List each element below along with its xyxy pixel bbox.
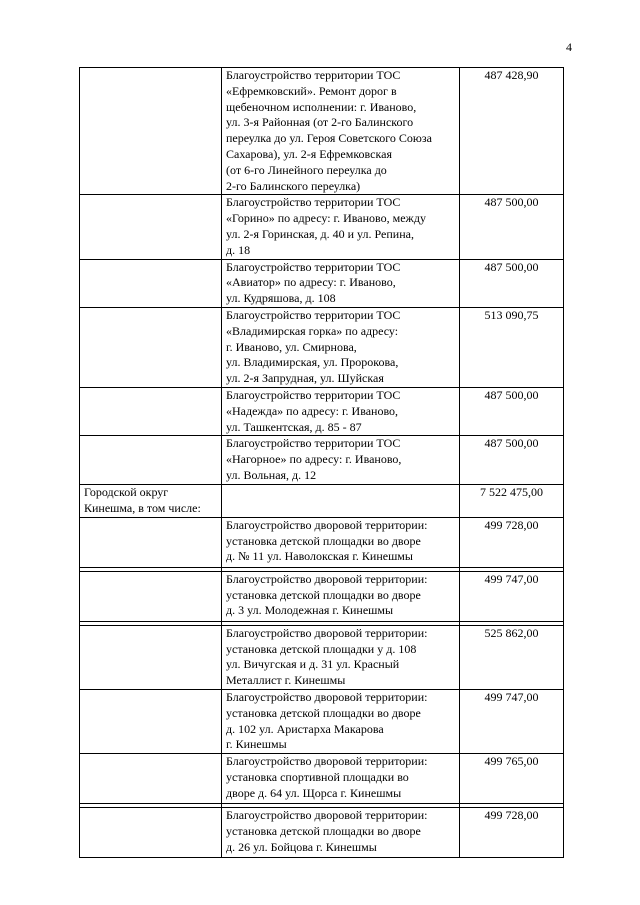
description-cell: Благоустройство территории ТОС «Владимирская горка» по адресу: г. Иваново, ул. Смирнова, ул. Владимирская, ул. Пророкова, ул. 2-я Запрудная, ул. Шуйская: [222, 307, 460, 387]
table-row: [80, 387, 564, 435]
description-cell: Благоустройство дворовой территории: установка детской площадки во дворе д. 102 ул. Аристарха Макарова г. Кинешмы: [222, 689, 460, 753]
region-cell: Городской округ Кинешма, в том числе:: [80, 484, 222, 517]
table-row: [80, 307, 564, 387]
description-cell: Благоустройство дворовой территории: установка спортивной площадки во дворе д. 64 ул. Щорса г. Кинешмы: [222, 754, 460, 804]
amount-cell: 499 728,00: [460, 517, 564, 567]
table-row: [80, 195, 564, 259]
description-cell: [222, 484, 460, 517]
description-cell: Благоустройство дворовой территории: установка детской площадки во дворе д. 26 ул. Бойцова г. Кинешмы: [222, 808, 460, 858]
description-cell: Благоустройство территории ТОС «Ефремковский». Ремонт дорог в щебеночном исполнении: г. Иваново, ул. 3-я Районная (от 2-го Балинского переулка до ул. Героя Советского Союза Сахарова), ул. 2-я Ефремковская (от 6-го Линейного переулка до 2-го Балинского переулка): [222, 68, 460, 195]
region-cell: [80, 625, 222, 689]
description-cell: Благоустройство территории ТОС «Нагорное» по адресу: г. Иваново, ул. Вольная, д. 12: [222, 436, 460, 484]
amount-cell: 487 500,00: [460, 436, 564, 484]
description-cell: Благоустройство дворовой территории: установка детской площадки во дворе д. № 11 ул. Наволокская г. Кинешмы: [222, 517, 460, 567]
table-row: [80, 68, 564, 195]
page-number: 4: [566, 40, 572, 54]
table-row: [80, 689, 564, 753]
region-cell: [80, 387, 222, 435]
region-cell: [80, 571, 222, 621]
description-cell: Благоустройство территории ТОС «Авиатор» по адресу: г. Иваново, ул. Кудряшова, д. 108: [222, 259, 460, 307]
region-cell: [80, 195, 222, 259]
description-cell: Благоустройство дворовой территории: установка детской площадки у д. 108 ул. Вичугская и д. 31 ул. Красный Металлист г. Кинешмы: [222, 625, 460, 689]
amount-cell: 499 765,00: [460, 754, 564, 804]
table-row: [80, 808, 564, 858]
description-cell: Благоустройство дворовой территории: установка детской площадки во дворе д. 3 ул. Молодежная г. Кинешмы: [222, 571, 460, 621]
amount-cell: 7 522 475,00: [460, 484, 564, 517]
amount-cell: 525 862,00: [460, 625, 564, 689]
table-row: [80, 517, 564, 567]
amount-cell: 499 728,00: [460, 808, 564, 858]
table-row: [80, 259, 564, 307]
amount-cell: 487 500,00: [460, 195, 564, 259]
amount-cell: 487 428,90: [460, 68, 564, 195]
table-row: [80, 625, 564, 689]
region-cell: [80, 68, 222, 195]
region-cell: [80, 436, 222, 484]
table-row: [80, 571, 564, 621]
region-cell: [80, 689, 222, 753]
amount-cell: 487 500,00: [460, 387, 564, 435]
region-cell: [80, 808, 222, 858]
amount-cell: 499 747,00: [460, 571, 564, 621]
table-row: [80, 484, 564, 517]
region-cell: [80, 754, 222, 804]
amount-cell: 513 090,75: [460, 307, 564, 387]
funding-table: [79, 67, 564, 858]
table-row: [80, 436, 564, 484]
amount-cell: 499 747,00: [460, 689, 564, 753]
table-row: [80, 754, 564, 804]
description-cell: Благоустройство территории ТОС «Надежда» по адресу: г. Иваново, ул. Ташкентская, д. 85 - 87: [222, 387, 460, 435]
region-cell: [80, 259, 222, 307]
amount-cell: 487 500,00: [460, 259, 564, 307]
region-cell: [80, 307, 222, 387]
description-cell: Благоустройство территории ТОС «Горино» по адресу: г. Иваново, между ул. 2-я Горинская, д. 40 и ул. Репина, д. 18: [222, 195, 460, 259]
region-cell: [80, 517, 222, 567]
